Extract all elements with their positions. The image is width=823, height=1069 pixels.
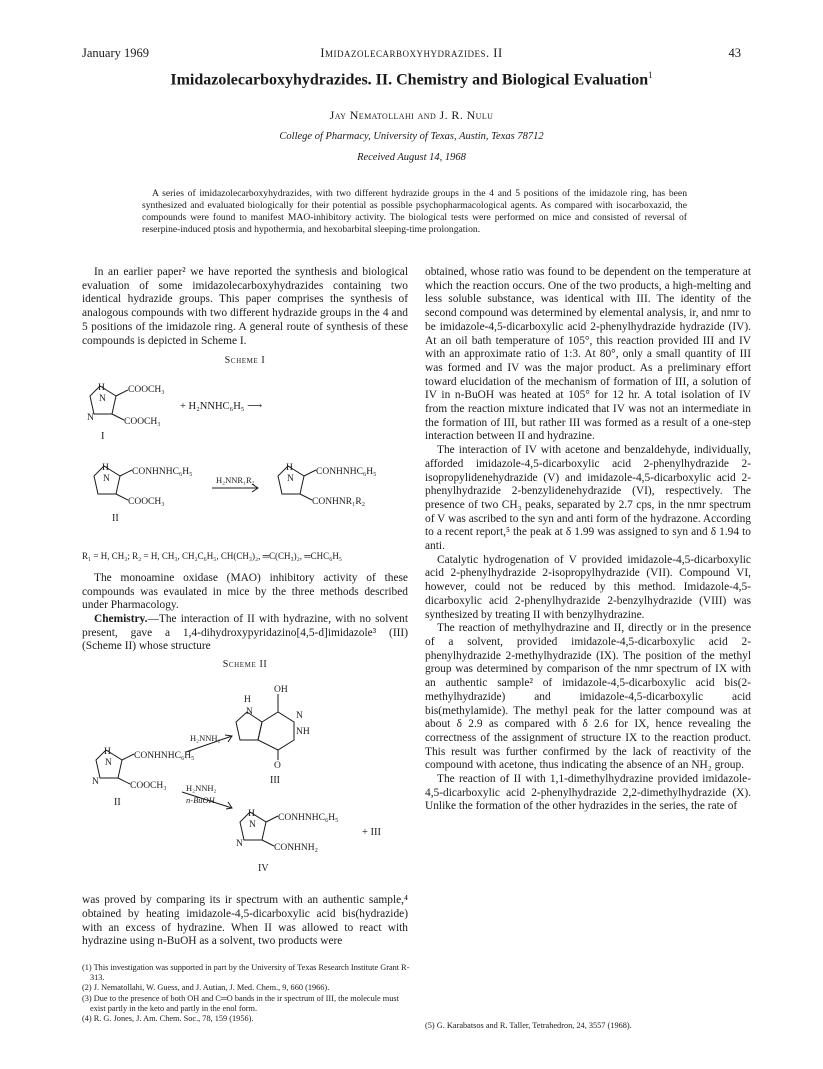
left-para-3 bbox=[82, 613, 408, 654]
scheme1-conhnr1r2: CONHNR₁R₂ bbox=[312, 497, 366, 508]
footnote-5: (5) G. Karabatsos and R. Taller, Tetrahedron, 24, 3557 (1968). bbox=[425, 1021, 632, 1030]
footnote-3: (3) Due to the presence of both OH and C═O bands in the ir spectrum of III, the molecule must exist partly in the keto and partly in the enol form. bbox=[82, 993, 399, 1013]
footnote-1: (1) This investigation was supported in part by the University of Texas Research Institute Grant R-313. bbox=[82, 963, 410, 983]
scheme2-label-II: II bbox=[114, 797, 121, 809]
scheme1-n-bottom: N bbox=[87, 413, 94, 424]
scheme2-n-ii: N bbox=[105, 758, 112, 769]
running-title: Imidazolecarboxyhydrazides. II bbox=[320, 46, 503, 60]
scheme1-cooch3-top: COOCH₃ bbox=[128, 385, 165, 396]
chemistry-heading: Chemistry. bbox=[94, 613, 148, 626]
title-footnote-mark: 1 bbox=[648, 70, 653, 80]
scheme-2 bbox=[82, 658, 408, 890]
left-para-4: was proved by comparing its ir spectrum with an authentic sample,⁴ obtained by heating imidazole-4,5-dicarboxylic acid bis(hydrazide) with an excess of hydrazine. When II was allowed to react with hydrazine using n-BuOH as a solvent, two products were bbox=[82, 894, 408, 948]
scheme2-h-iv: H bbox=[248, 809, 255, 820]
title-text: Imidazolecarboxyhydrazides. II. Chemistry and Biological Evaluation bbox=[170, 71, 649, 89]
article-title bbox=[0, 70, 823, 89]
scheme1-reagent: + H₂NNHC₆H₅ ⟶ bbox=[180, 401, 263, 413]
right-para-4: The reaction of methylhydrazine and II, directly or in the presence of a solvent, provided imidazole-4,5-dicarboxylic acid 2-phenylhydrazide 2-methylhydrazide (IX). The position of the methyl group was determined by comparison of the nmr spectrum of IX with an authentic sample² of imidazole-4,5-dicarboxylic acid bis(2-methylhydrazide) and imidazole-4,5-dicarboxylic acid bis(methylamide). The methyl peak for the latter compound was at about δ 2.9 as compared with δ 2.6 for IX, hence revealing the correctness of the assignment of structure IX to the reaction product. This result was further confirmed by the lack of reactivity of the compound with acetone, thus indicating the absence of an NH₂ group. bbox=[425, 622, 751, 772]
scheme1-n1: N bbox=[99, 394, 106, 405]
header-date: January 1969 bbox=[82, 46, 149, 60]
scheme-2-title: Scheme II bbox=[222, 659, 268, 671]
scheme2-label-IV: IV bbox=[258, 863, 269, 875]
scheme2-n-top: N bbox=[246, 707, 253, 718]
footnotes bbox=[82, 963, 412, 1024]
scheme1-h3: H bbox=[286, 463, 293, 474]
right-para-5: The reaction of II with 1,1-dimethylhydrazine provided imidazole-4,5-dicarboxylic acid 2-phenylhydrazide 2,2-dimethylhydrazide (X). Unlike the formation of the other hydrazides in the series, the rate of bbox=[425, 773, 751, 813]
scheme-1 bbox=[82, 354, 408, 546]
scheme1-cooch3-bot: COOCH₃ bbox=[124, 417, 161, 428]
received-date: Received August 14, 1968 bbox=[357, 152, 466, 163]
scheme2-n-pyr: N bbox=[296, 711, 303, 722]
left-column bbox=[82, 266, 408, 949]
scheme1-r-definitions: R₁ = H, CH₃; R₂ = H, CH₃, CH₂C₆H₅, CH(CH₃)₂, ═C(CH₃)₂, ═CHC₆H₅ bbox=[82, 551, 342, 562]
left-para-2: The monoamine oxidase (MAO) inhibitory activity of these compounds was evaulated in mice by the three methods described under Pharmacology. bbox=[82, 571, 408, 612]
scheme2-conhnhc6h5-ii: CONHNHC₆H₅ bbox=[134, 751, 195, 762]
right-para-1: obtained, whose ratio was found to be dependent on the temperature at which the reaction occurs. One of the two products, a high-melting and less soluble substance, was identical with III. The identity of the second compound was determined by elemental analysis, ir, and nmr to be imidazole-4,5-dicarboxylic acid 2-phenylhydrazide hydrazide (IV). At an oil bath temperature of 105°, this reaction provided III and IV with an approximate ratio of 1:3. At 80°, only a small quantity of III was formed and IV was the major product. As a preliminary effort toward elucidation of the mechanism of formation of III, a solution of IV in n-BuOH was heated at 105° for 12 hr. A total isolation of IV from the reaction mixture indicated that IV was not an intermediate in the formation of III, but rather III was formed as a result of a one-step interaction between II and hydrazine. bbox=[425, 266, 751, 443]
scheme2-reagent2-solvent: n-BuOH bbox=[186, 795, 215, 806]
scheme2-plus-iii: + III bbox=[362, 827, 382, 839]
scheme2-o: O bbox=[274, 761, 281, 772]
right-column bbox=[425, 266, 751, 814]
scheme1-n3: N bbox=[287, 474, 294, 485]
scheme2-conhnh2-iv: CONHNH₂ bbox=[274, 843, 318, 854]
left-para-3-text: —The interaction of II with hydrazine, with no solvent present, gave a 1,4-dihydroxypyridazino[4,5-d]imidazole³ (III) (Scheme II) whose structure bbox=[82, 613, 408, 653]
scheme2-n-ii-b: N bbox=[92, 777, 99, 788]
abstract: A series of imidazolecarboxyhydrazides, with two different hydrazide groups in the 4 and 5 positions of the imidazole ring, has been synthesized and evaluated biologically for their potential as possible psychopharmacological agents. As compared with isocarboxazid, the compounds were found to manifest MAO-inhibitory activity. The biological tests were performed on mice and consisted of reversal of reserpine-induced ptosis and hypothermia, and hexobarbital sleeping-time prolongation. bbox=[142, 188, 687, 235]
scheme1-n2: N bbox=[103, 474, 110, 485]
footnote-4: (4) R. G. Jones, J. Am. Chem. Soc., 78, 159 (1956). bbox=[82, 1014, 254, 1024]
affiliation: College of Pharmacy, University of Texas, Austin, Texas 78712 bbox=[279, 131, 544, 142]
right-para-2: The interaction of IV with acetone and benzaldehyde, individually, afforded imidazole-4,5-dicarboxylic acid 2-phenylhydrazide 2-isopropylidenehydrazide (V) and imidazole-4,5-dicarboxylic acid 2-phenylhydrazide 2-benzylidenehydrazide (VI), respectively. The presence of two CH₃ peaks, separated by 2.7 cps, in the nmr spectrum of V was ascribed to the syn and anti form of the hydrazone. According to a recent report,⁵ the peak at δ 1.99 was assigned to syn and δ 1.94 to anti. bbox=[425, 444, 751, 553]
footnote-2: (2) J. Nematollahi, W. Guess, and J. Autian, J. Med. Chem., 9, 660 (1966). bbox=[82, 983, 330, 993]
scheme-1-title: Scheme I bbox=[224, 355, 266, 367]
scheme2-reagent2: H₂NNH₂ bbox=[186, 783, 217, 794]
scheme1-cooch3-c: COOCH₃ bbox=[128, 497, 165, 508]
page-number: 43 bbox=[728, 46, 741, 60]
scheme1-h1: H bbox=[98, 383, 105, 394]
scheme2-conhnhc6h5-iv: CONHNHC₆H₅ bbox=[278, 813, 339, 824]
scheme1-arrow-reagent: H₂NNR₁R₂ bbox=[216, 475, 255, 486]
scheme1-h2: H bbox=[102, 463, 109, 474]
scheme1-conhnhc6h5-b: CONHNHC₆H₅ bbox=[316, 467, 377, 478]
scheme2-reagent1: H₂NNH₂ bbox=[190, 733, 221, 744]
scheme2-nh: NH bbox=[296, 727, 310, 738]
right-para-3: Catalytic hydrogenation of V provided imidazole-4,5-dicarboxylic acid 2-phenylhydrazide 2-isopropylhydrazide (VII). Compound VI, however, could not be reduced by this method. Imidazole-4,5-dicarboxylic acid 2-phenylhydrazide 2-benzylhydrazide (VIII) was synthesized by treating II with benzylhydrazine. bbox=[425, 553, 751, 621]
scheme2-label-III: III bbox=[270, 775, 280, 787]
scheme1-label-II: II bbox=[112, 513, 119, 525]
scheme2-h-top: H bbox=[244, 695, 251, 706]
scheme2-n-iv-b: N bbox=[236, 839, 243, 850]
scheme1-conhnhc6h5-a: CONHNHC₆H₅ bbox=[132, 467, 193, 478]
scheme2-oh: OH bbox=[274, 685, 288, 696]
authors: Jay Nematollahi and J. R. Nulu bbox=[329, 108, 494, 122]
pyridazine-ring-III bbox=[258, 712, 294, 750]
scheme2-cooch3-ii: COOCH₃ bbox=[130, 781, 167, 792]
left-para-1: In an earlier paper² we have reported the synthesis and biological evaluation of some imidazolecarboxyhydrazides containing two identical hydrazide groups. This paper comprises the synthesis of analogous compounds with two different hydrazide groups in the 4 and 5 positions of the imidazole ring. A general route of synthesis of these compounds is depicted in Scheme I. bbox=[82, 266, 408, 347]
scheme1-label-I: I bbox=[101, 431, 105, 443]
scheme2-h-ii: H bbox=[104, 747, 111, 758]
scheme2-n-iv: N bbox=[249, 820, 256, 831]
